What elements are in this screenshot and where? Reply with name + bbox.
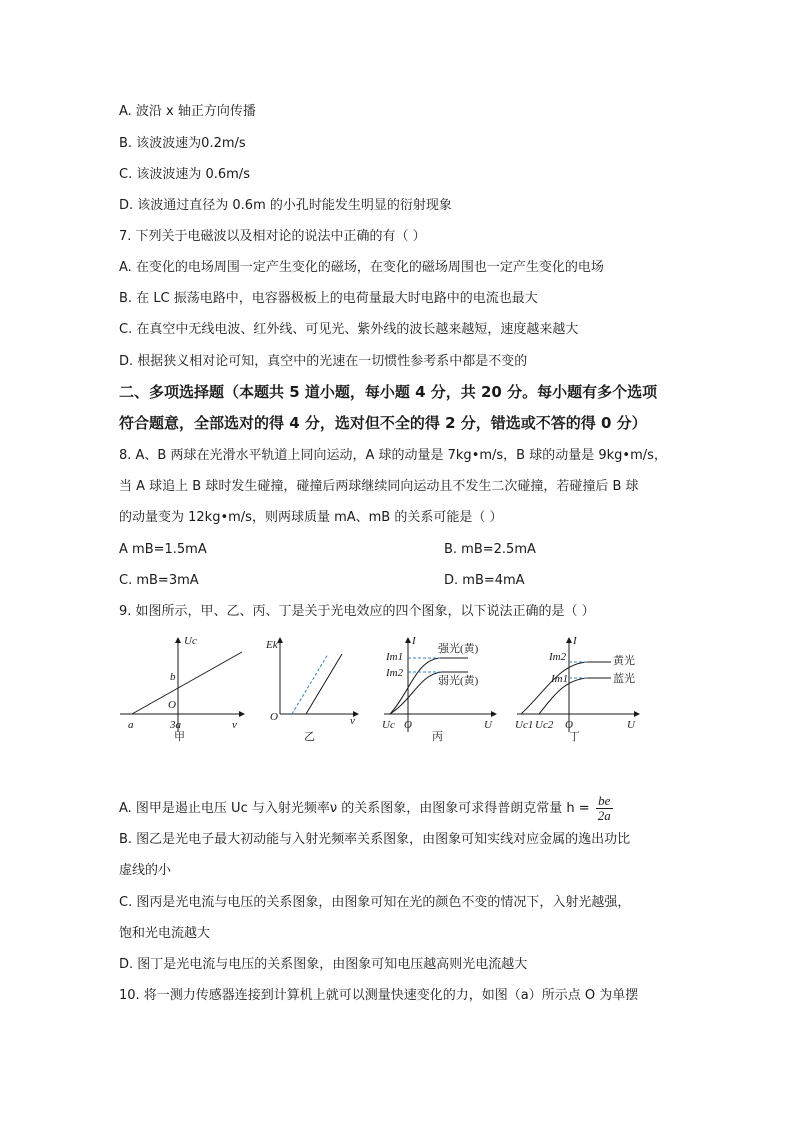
bing-im2-label: Im2 [386,667,404,679]
ding-u-label: U [627,719,635,731]
ding-origin-label: O [565,719,573,731]
ding-blue-label: 蓝光 [613,673,635,685]
jia-yaxis-label: Uc [184,635,197,647]
ding-im1-label: Im1 [551,673,569,685]
bing-caption: 丙 [432,731,443,743]
fraction-numerator: be [596,794,613,809]
jia-origin-label: O [168,699,176,711]
ding-yaxis-label: I [573,635,577,647]
section-title-line1: 二、多项选择题（本题共 5 道小题，每小题 4 分，共 20 分。每小题有多个选项 [119,383,658,401]
option-9b-line2: 虚线的小 [119,863,172,878]
question-8-line3: 的动量变为 12kg•m/s，则两球质量 mA、mB 的关系可能是（ ） [119,510,503,525]
option-9c-line1: C. 图丙是光电流与电压的关系图象，由图象可知在光的颜色不变的情况下，入射光越强， [119,895,631,910]
figure-ding [515,632,645,742]
bing-yaxis-label: I [412,635,416,647]
jia-caption: 甲 [174,731,185,743]
jia-3a-label: 3a [170,719,181,731]
bing-u-label: U [484,719,492,731]
option-9a-text: A. 图甲是遏止电压 Uc 与入射光频率ν 的关系图象，由图象可求得普朗克常量 h = [119,801,590,816]
yi-origin-label: O [270,711,278,723]
ding-yellow-label: 黄光 [613,655,635,667]
bing-weak-label: 弱光(黄) [438,675,479,687]
question-7: 7. 下列关于电磁波以及相对论的说法中正确的有（ ） [119,229,426,244]
ding-uc1-label: Uc1 [515,719,534,731]
ding-uc2-label: Uc2 [535,719,554,731]
bing-strong-label: 强光(黄) [438,643,479,655]
option-8c: C. mB=3mA [119,573,199,588]
bing-im1-label: Im1 [386,651,404,663]
yi-caption: 乙 [304,731,315,743]
ding-caption: 丁 [569,731,580,743]
question-8-line2: 当 A 球追上 B 球时发生碰撞，碰撞后两球继续同向运动且不发生二次碰撞，若碰撞后 B 球 [119,479,639,494]
question-8-line1: 8. A、B 两球在光滑水平轨道上同向运动，A 球的动量是 7kg•m/s，B 球的动量是 9kg•m/s， [119,448,667,463]
yi-v-label: ν [350,715,355,727]
jia-b-label: b [170,671,176,683]
option-6c: C. 该波波速为 0.6m/s [119,167,250,182]
figure-bing [380,632,500,742]
ding-im2-label: Im2 [549,651,567,663]
option-6b: B. 该波波速为0.2m/s [119,136,246,151]
option-9b-line1: B. 图乙是光电子最大初动能与入射光频率关系图象，由图象可知实线对应金属的逸出功比 [119,832,631,847]
jia-a-label: a [128,719,134,731]
yi-yaxis-label: Ek [266,639,278,651]
fraction-denominator: 2a [597,808,611,823]
question-10: 10. 将一测力传感器连接到计算机上就可以测量快速变化的力，如图（a）所示点 O 为单摆 [119,988,639,1003]
option-6d: D. 该波通过直径为 0.6m 的小孔时能发生明显的衍射现象 [119,198,452,213]
question-9: 9. 如图所示，甲、乙、丙、丁是关于光电效应的四个图象，以下说法正确的是（ ） [119,604,595,619]
option-8b: B. mB=2.5mA [444,542,536,557]
option-7c: C. 在真空中无线电波、红外线、可见光、紫外线的波长越来越短，速度越来越大 [119,322,579,337]
bing-origin-label: O [404,719,412,731]
option-8a: A mB=1.5mA [119,542,207,557]
option-9c-line2: 饱和光电流越大 [119,926,211,941]
planck-fraction [596,794,613,823]
option-9d: D. 图丁是光电流与电压的关系图象，由图象可知电压越高则光电流越大 [119,957,528,972]
option-6a: A. 波沿 x 轴正方向传播 [119,104,256,119]
figure-yi [262,632,362,742]
figure-jia [118,632,248,742]
option-7d: D. 根据狭义相对论可知，真空中的光速在一切惯性参考系中都是不变的 [119,354,528,369]
option-8d: D. mB=4mA [444,573,525,588]
jia-v-label: ν [232,719,237,731]
bing-uc-label: Uc [382,719,395,731]
option-9a [119,794,613,823]
option-7a: A. 在变化的电场周围一定产生变化的磁场，在变化的磁场周围也一定产生变化的电场 [119,260,604,275]
section-title-line2: 符合题意，全部选对的得 4 分，选对但不全的得 2 分，错选或不答的得 0 分） [119,414,647,432]
option-7b: B. 在 LC 振荡电路中，电容器极板上的电荷量最大时电路中的电流也最大 [119,291,538,306]
